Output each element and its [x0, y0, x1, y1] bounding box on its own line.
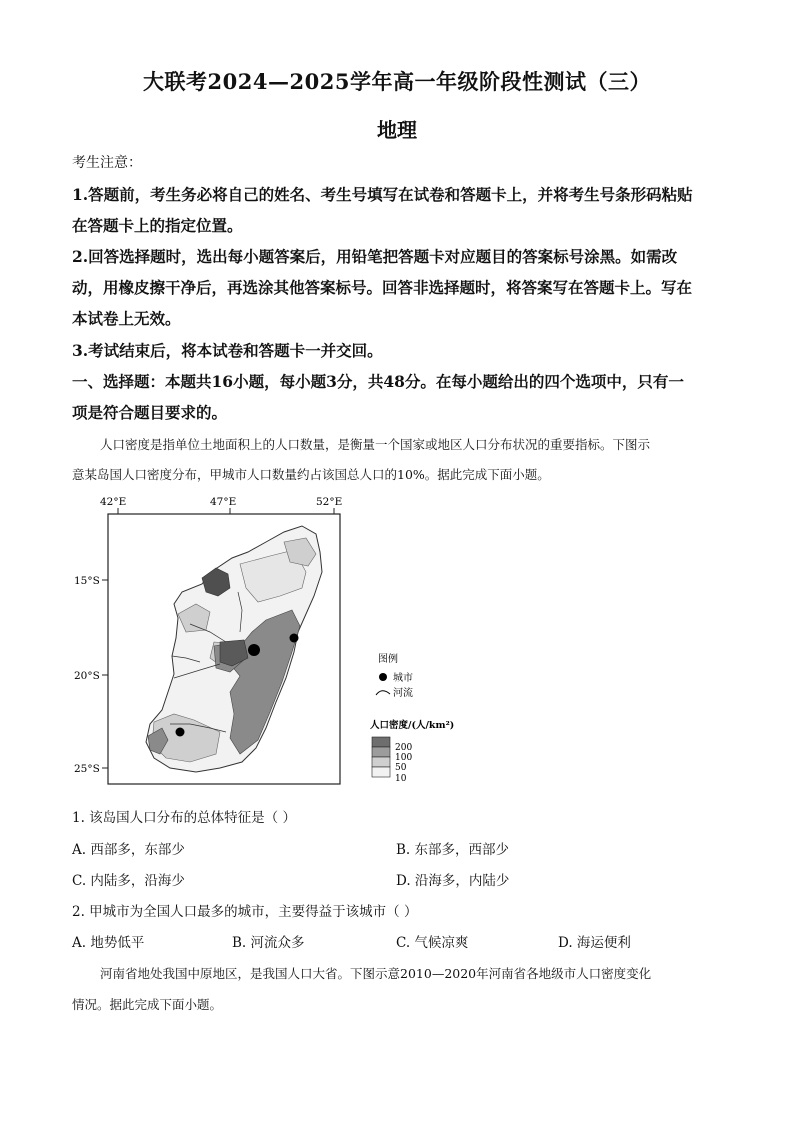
notice-line: 动，用橡皮擦干净后，再选涂其他答案标号。回答非选择题时，将答案写在答题卡上。写在	[72, 278, 693, 297]
question-stem: 1. 该岛国人口分布的总体特征是（ ）	[72, 810, 296, 826]
option-a[interactable]: A. 西部多，东部少	[72, 842, 185, 858]
lon-label: 47°E	[210, 496, 237, 508]
option-b[interactable]: B. 河流众多	[232, 935, 305, 951]
legend-level: 50	[395, 763, 407, 773]
notice-line: 1.答题前，考生务必将自己的姓名、考生号填写在试卷和答题卡上，并将考生号条形码粘贴	[72, 185, 693, 204]
legend-river-label: 河流	[393, 688, 413, 699]
material-text: 情况。据此完成下面小题。	[72, 997, 223, 1012]
legend-city-label: 城市	[393, 673, 413, 684]
question-stem: 2. 甲城市为全国人口最多的城市，主要得益于该城市（ ）	[72, 904, 418, 920]
legend-swatch	[372, 737, 390, 747]
legend-swatch	[372, 757, 390, 767]
map-legend	[370, 652, 454, 784]
option-c[interactable]: C. 气候凉爽	[396, 935, 469, 951]
notice-line: 3.考试结束后，将本试卷和答题卡一并交回。	[72, 341, 383, 360]
city-dot	[176, 728, 185, 737]
lat-label: 15°S	[74, 575, 100, 587]
legend-density-title: 人口密度/(人/km²)	[370, 720, 455, 731]
option-c[interactable]: C. 内陆多，沿海少	[72, 873, 185, 889]
legend-level: 100	[395, 753, 413, 763]
legend-level: 200	[395, 743, 413, 753]
notice-line: 2.回答选择题时，选出每小题答案后，用铅笔把答题卡对应题目的答案标号涂黑。如需改	[72, 247, 678, 266]
option-a[interactable]: A. 地势低平	[72, 935, 145, 951]
material-text: 意某岛国人口密度分布，甲城市人口数量约占该国总人口的10%。据此完成下面小题。	[72, 467, 550, 482]
notice-heading: 考生注意：	[72, 155, 142, 171]
lon-label: 52°E	[316, 496, 343, 508]
material-text: 人口密度是指单位土地面积上的人口数量，是衡量一个国家或地区人口分布状况的重要指标。下图示	[100, 437, 651, 452]
legend-level: 10	[395, 774, 407, 784]
section-heading: 项是符合题目要求的。	[72, 403, 228, 422]
option-d[interactable]: D. 海运便利	[558, 935, 631, 951]
exam-title: 大联考2024—2025学年高一年级阶段性测试（三）	[143, 69, 651, 94]
legend-river-symbol	[376, 691, 390, 695]
option-d[interactable]: D. 沿海多，内陆少	[396, 873, 510, 889]
notice-line: 本试卷上无效。	[72, 309, 181, 328]
notice-line: 在答题卡上的指定位置。	[72, 216, 243, 235]
legend-city-symbol	[379, 673, 387, 681]
population-density-map	[70, 492, 510, 792]
legend-swatch	[372, 767, 390, 777]
material-text: 河南省地处我国中原地区，是我国人口大省。下图示意2010—2020年河南省各地级市人口密度变化	[100, 966, 652, 981]
subject-title: 地理	[377, 118, 417, 142]
option-b[interactable]: B. 东部多，西部少	[396, 842, 510, 858]
lat-label: 20°S	[74, 670, 100, 682]
section-heading: 一、选择题：本题共16小题，每小题3分，共48分。在每小题给出的四个选项中，只有一	[72, 372, 684, 391]
legend-title: 图例	[378, 654, 398, 665]
lat-label: 25°S	[74, 763, 100, 775]
city-dot	[248, 644, 260, 656]
lon-label: 42°E	[100, 496, 127, 508]
city-dot	[290, 634, 299, 643]
legend-swatch	[372, 747, 390, 757]
